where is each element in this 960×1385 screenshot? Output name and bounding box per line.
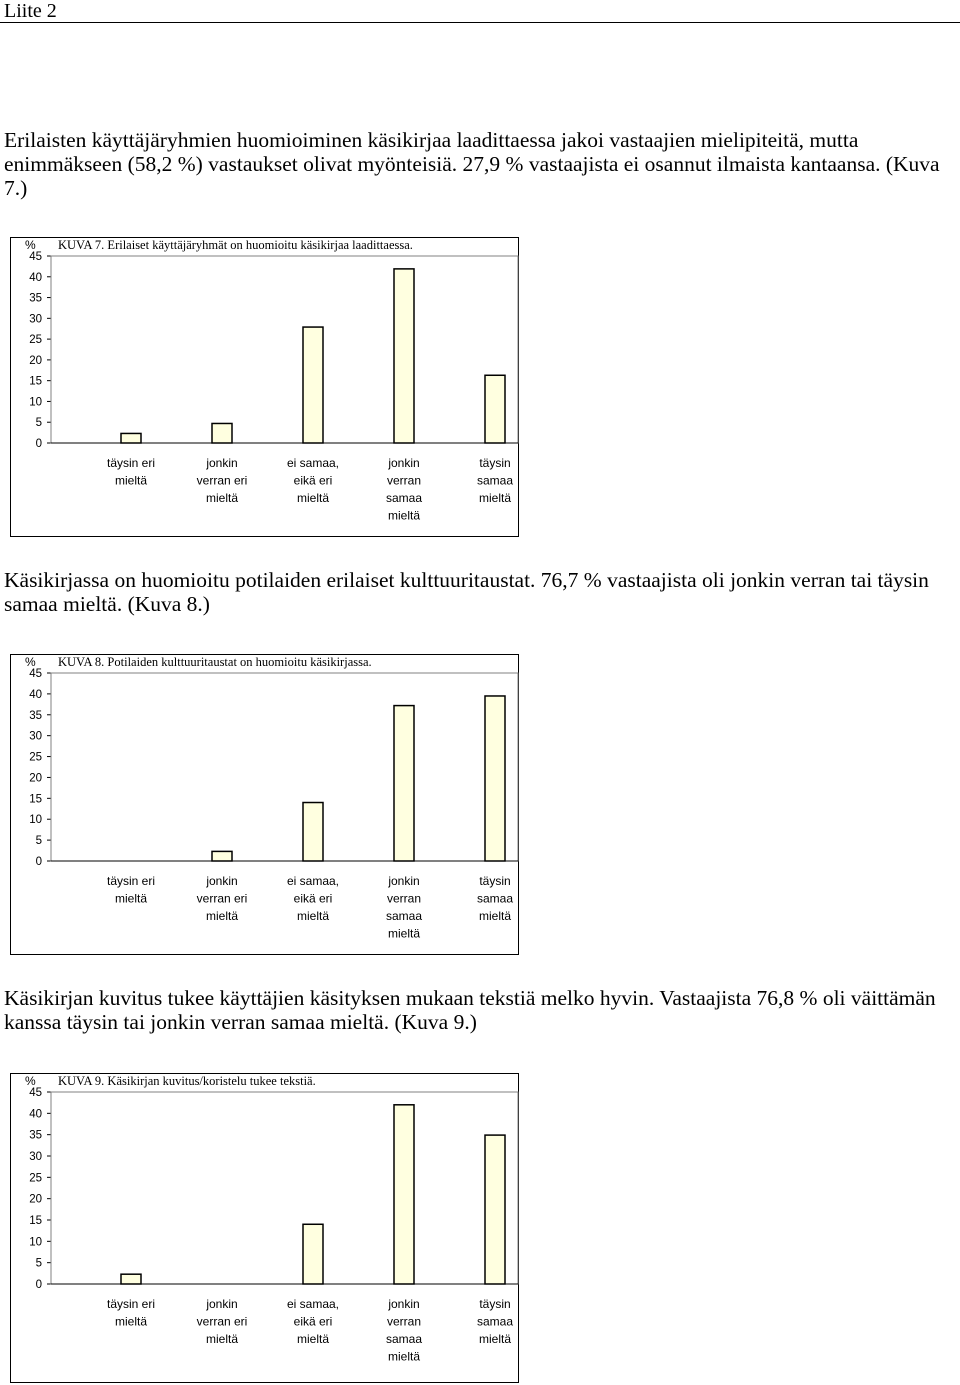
y-tick-label: 10 bbox=[29, 1236, 42, 1249]
y-tick-label: 20 bbox=[29, 354, 42, 367]
x-category-label: mieltä bbox=[478, 1332, 512, 1346]
chart-caption: KUVA 7. Erilaiset käyttäjäryhmät on huomioitu käsikirjaa laadittaessa. bbox=[58, 238, 413, 252]
chart-kuva-7 bbox=[10, 237, 519, 537]
x-category-label: eikä eri bbox=[293, 891, 333, 906]
x-category-label: samaa bbox=[385, 491, 423, 505]
x-category-label: mieltä bbox=[478, 909, 512, 923]
x-category-label: samaa bbox=[476, 1314, 514, 1329]
y-tick-label: 10 bbox=[29, 396, 42, 409]
x-category-label: jonkin bbox=[388, 1297, 420, 1311]
y-tick-label: 10 bbox=[29, 814, 42, 827]
bar bbox=[303, 327, 323, 443]
x-category-label: mieltä bbox=[205, 909, 239, 923]
chart-kuva-8-svg bbox=[11, 655, 520, 956]
x-category-label: mieltä bbox=[114, 1314, 148, 1329]
chart-kuva-9 bbox=[10, 1073, 519, 1383]
y-tick-label: 25 bbox=[29, 751, 42, 764]
x-category-label: ei samaa, bbox=[286, 1297, 340, 1311]
y-tick-label: 40 bbox=[29, 271, 42, 284]
paragraph-kuva-7-intro: Erilaisten käyttäjäryhmien huomioiminen käsikirjaa laadittaessa jakoi vastaajien mielipiteitä, mutta enimmäkseen (58,2 %) vastaukset olivat myönteisiä. 27,9 % vastaajista ei osannut ilmaista kantaansa. (Kuva 7.) bbox=[4, 128, 940, 200]
page-header bbox=[0, 0, 960, 23]
y-tick-label: 40 bbox=[29, 688, 42, 701]
y-tick-label: 15 bbox=[29, 1215, 42, 1227]
paragraph-kuva-9-intro: Käsikirjan kuvitus tukee käyttäjien käsityksen mukaan tekstiä melko hyvin. Vastaajista 76,8 % oli väittämän kanssa täysin tai jonkin verran samaa mieltä. (Kuva 9.) bbox=[4, 986, 936, 1034]
x-category-label: mieltä bbox=[114, 891, 148, 906]
y-tick-label: 20 bbox=[29, 772, 42, 785]
bar bbox=[394, 269, 414, 443]
x-category-label: mieltä bbox=[296, 909, 330, 923]
y-tick-label: 25 bbox=[29, 1172, 42, 1185]
x-category-label: mieltä bbox=[387, 926, 421, 941]
x-category-label: verran bbox=[386, 891, 422, 906]
page-header-title: Liite 2 bbox=[4, 0, 57, 22]
x-category-label: jonkin bbox=[206, 874, 238, 888]
bar bbox=[121, 433, 141, 443]
bar bbox=[303, 1224, 323, 1284]
x-category-label: samaa bbox=[385, 1332, 423, 1346]
x-category-label: eikä eri bbox=[293, 473, 333, 488]
y-tick-label: 40 bbox=[29, 1108, 42, 1121]
bar bbox=[394, 706, 414, 861]
chart-kuva-7-svg bbox=[11, 238, 520, 538]
x-category-label: samaa bbox=[476, 473, 514, 488]
y-axis-unit-label: % bbox=[25, 655, 36, 669]
plot-area bbox=[51, 673, 518, 861]
x-category-label: jonkin bbox=[388, 456, 420, 470]
x-category-label: mieltä bbox=[296, 491, 330, 505]
x-category-label: täysin eri bbox=[106, 1297, 156, 1311]
bar bbox=[212, 423, 232, 443]
bar bbox=[394, 1105, 414, 1284]
y-tick-label: 5 bbox=[35, 1257, 42, 1270]
plot-area bbox=[51, 256, 518, 443]
x-category-label: täysin eri bbox=[106, 874, 156, 888]
y-tick-label: 35 bbox=[29, 292, 42, 305]
paragraph-kuva-8-intro: Käsikirjassa on huomioitu potilaiden erilaiset kulttuuritaustat. 76,7 % vastaajista oli jonkin verran tai täysin samaa mieltä. (Kuva 8.) bbox=[4, 568, 929, 616]
x-category-label: samaa bbox=[476, 891, 514, 906]
y-tick-label: 35 bbox=[29, 1129, 42, 1142]
y-tick-label: 15 bbox=[29, 375, 42, 388]
x-category-label: mieltä bbox=[205, 491, 239, 505]
y-tick-label: 0 bbox=[35, 438, 42, 450]
x-category-label: täysin bbox=[479, 1297, 511, 1311]
chart-kuva-8 bbox=[10, 654, 519, 955]
y-tick-label: 20 bbox=[29, 1193, 42, 1206]
x-category-label: täysin bbox=[479, 874, 511, 888]
x-category-label: mieltä bbox=[478, 491, 512, 505]
bar bbox=[121, 1274, 141, 1284]
x-category-label: jonkin bbox=[388, 874, 420, 888]
y-tick-label: 0 bbox=[35, 1279, 42, 1291]
y-tick-label: 45 bbox=[29, 251, 42, 263]
y-tick-label: 25 bbox=[29, 334, 42, 347]
x-category-label: verran bbox=[386, 1314, 422, 1329]
bar bbox=[485, 696, 505, 861]
x-category-label: samaa bbox=[385, 909, 423, 923]
y-tick-label: 35 bbox=[29, 709, 42, 722]
x-category-label: täysin eri bbox=[106, 456, 156, 470]
x-category-label: verran eri bbox=[196, 473, 248, 488]
x-category-label: täysin bbox=[479, 456, 511, 470]
x-category-label: eikä eri bbox=[293, 1314, 333, 1329]
y-axis-unit-label: % bbox=[25, 238, 36, 252]
y-tick-label: 5 bbox=[35, 417, 42, 430]
chart-caption: KUVA 9. Käsikirjan kuvitus/koristelu tukee tekstiä. bbox=[58, 1074, 316, 1088]
x-category-label: ei samaa, bbox=[286, 456, 340, 470]
bar bbox=[303, 803, 323, 861]
x-category-label: mieltä bbox=[296, 1332, 330, 1346]
x-category-label: verran eri bbox=[196, 891, 248, 906]
x-category-label: mieltä bbox=[114, 473, 148, 488]
plot-area bbox=[51, 1092, 518, 1284]
x-category-label: jonkin bbox=[206, 456, 238, 470]
y-tick-label: 30 bbox=[29, 1151, 42, 1163]
y-tick-label: 30 bbox=[29, 313, 42, 326]
x-category-label: mieltä bbox=[205, 1332, 239, 1346]
y-tick-label: 30 bbox=[29, 730, 42, 743]
y-tick-label: 5 bbox=[35, 835, 42, 848]
chart-caption: KUVA 8. Potilaiden kulttuuritaustat on huomioitu käsikirjassa. bbox=[58, 655, 372, 669]
x-category-label: jonkin bbox=[206, 1297, 238, 1311]
x-category-label: verran eri bbox=[196, 1314, 248, 1329]
x-category-label: verran bbox=[386, 473, 422, 488]
bar bbox=[485, 1135, 505, 1284]
y-tick-label: 0 bbox=[35, 856, 42, 868]
x-category-label: ei samaa, bbox=[286, 874, 340, 888]
y-tick-label: 15 bbox=[29, 793, 42, 806]
y-tick-label: 45 bbox=[29, 1087, 42, 1099]
bar bbox=[485, 375, 505, 443]
y-tick-label: 45 bbox=[29, 668, 42, 680]
bar bbox=[212, 851, 232, 861]
y-axis-unit-label: % bbox=[25, 1074, 36, 1088]
x-category-label: mieltä bbox=[387, 508, 421, 523]
chart-kuva-9-svg bbox=[11, 1074, 520, 1384]
x-category-label: mieltä bbox=[387, 1349, 421, 1364]
